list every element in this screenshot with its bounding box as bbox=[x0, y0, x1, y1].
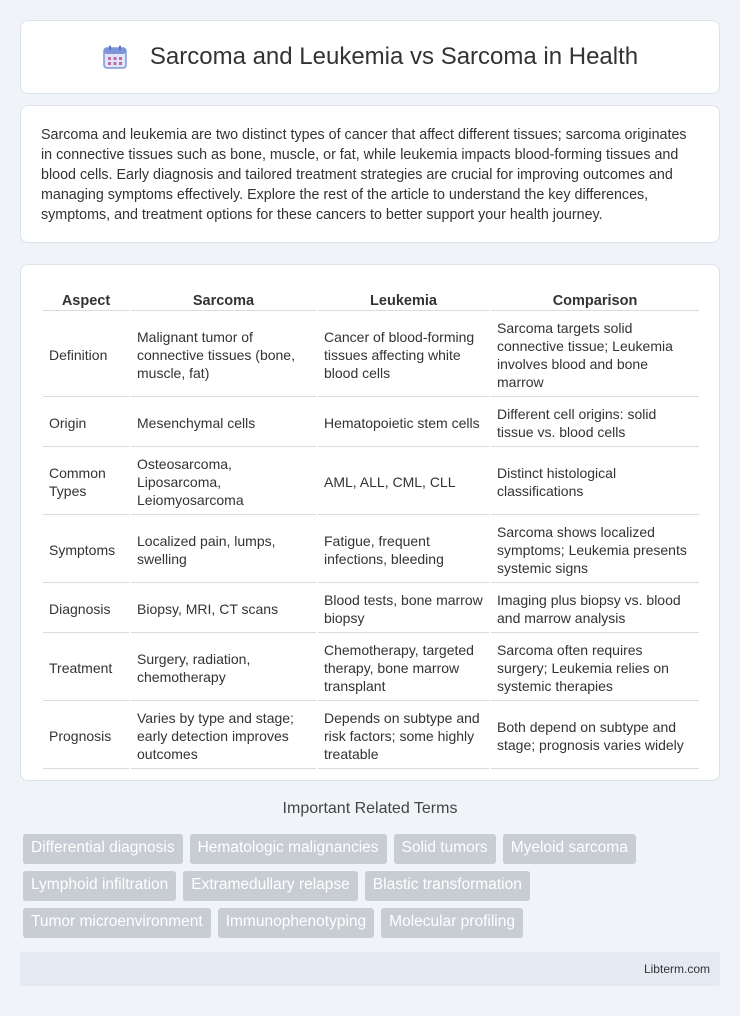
related-term-tag[interactable]: Extramedullary relapse bbox=[183, 871, 358, 901]
table-cell: Sarcoma targets solid connective tissue; Leukemia involves blood and bone marrow bbox=[491, 313, 699, 397]
header-card bbox=[20, 20, 720, 94]
related-term-tag[interactable]: Immunophenotyping bbox=[218, 908, 374, 938]
table-cell: Malignant tumor of connective tissues (bone, muscle, fat) bbox=[131, 313, 316, 397]
table-cell: Sarcoma shows localized symptoms; Leukemia presents systemic signs bbox=[491, 517, 699, 583]
table-row bbox=[43, 635, 699, 701]
related-term-tag[interactable]: Blastic transformation bbox=[365, 871, 530, 901]
table-cell: Varies by type and stage; early detection improves outcomes bbox=[131, 703, 316, 769]
intro-card bbox=[20, 105, 720, 243]
footer-brand-link[interactable]: Libterm.com bbox=[643, 962, 710, 976]
table-cell: Cancer of blood-forming tissues affecting white blood cells bbox=[318, 313, 489, 397]
table-cell: Chemotherapy, targeted therapy, bone marrow transplant bbox=[318, 635, 489, 701]
table-cell: Osteosarcoma, Liposarcoma, Leiomyosarcoma bbox=[131, 449, 316, 515]
table-cell: Both depend on subtype and stage; prognosis varies widely bbox=[491, 703, 699, 769]
table-cell: Prognosis bbox=[43, 703, 129, 769]
related-term-tag[interactable]: Molecular profiling bbox=[381, 908, 523, 938]
table-cell: Surgery, radiation, chemotherapy bbox=[131, 635, 316, 701]
table-cell: Biopsy, MRI, CT scans bbox=[131, 585, 316, 633]
table-row bbox=[43, 585, 699, 633]
related-term-tag[interactable]: Tumor microenvironment bbox=[23, 908, 211, 938]
related-term-tag[interactable]: Lymphoid infiltration bbox=[23, 871, 176, 901]
table-cell: Hematopoietic stem cells bbox=[318, 399, 489, 447]
page-title: Sarcoma and Leukemia vs Sarcoma in Health bbox=[149, 43, 639, 70]
table-cell: Definition bbox=[43, 313, 129, 397]
table-row bbox=[43, 517, 699, 583]
comparison-table bbox=[41, 283, 701, 771]
table-cell: Distinct histological classifications bbox=[491, 449, 699, 515]
header-leukemia: Leukemia bbox=[318, 285, 489, 311]
table-cell: Sarcoma often requires surgery; Leukemia relies on systemic therapies bbox=[491, 635, 699, 701]
calendar-icon bbox=[102, 44, 128, 70]
table-header-row bbox=[43, 285, 699, 311]
table-cell: Symptoms bbox=[43, 517, 129, 583]
table-cell: Diagnosis bbox=[43, 585, 129, 633]
header-sarcoma: Sarcoma bbox=[131, 285, 316, 311]
related-terms-title: Important Related Terms bbox=[282, 800, 458, 817]
table-cell: Origin bbox=[43, 399, 129, 447]
table-cell: AML, ALL, CML, CLL bbox=[318, 449, 489, 515]
table-cell: Depends on subtype and risk factors; some highly treatable bbox=[318, 703, 489, 769]
table-cell: Imaging plus biopsy vs. blood and marrow analysis bbox=[491, 585, 699, 633]
table-row bbox=[43, 449, 699, 515]
table-cell: Treatment bbox=[43, 635, 129, 701]
related-term-tag[interactable]: Differential diagnosis bbox=[23, 834, 183, 864]
related-term-tag[interactable]: Hematologic malignancies bbox=[190, 834, 387, 864]
table-row bbox=[43, 399, 699, 447]
header-comparison: Comparison bbox=[491, 285, 699, 311]
table-cell: Different cell origins: solid tissue vs. blood cells bbox=[491, 399, 699, 447]
table-cell: Fatigue, frequent infections, bleeding bbox=[318, 517, 489, 583]
related-term-tag[interactable]: Solid tumors bbox=[394, 834, 496, 864]
intro-text: Sarcoma and leukemia are two distinct types of cancer that affect different tissues; sarcoma originates in connective tissues such as bone, muscle, or fat, while leukemia impacts blood-forming tissues and blood cells. Early diagnosis and tailored treatment strategies are crucial for improving outcomes and managing symptoms effectively. Explore the rest of the article to understand the key differences, symptoms, and treatment options for these cancers to better support your health journey. bbox=[41, 127, 687, 223]
related-term-tag[interactable]: Myeloid sarcoma bbox=[503, 834, 636, 864]
table-cell: Blood tests, bone marrow biopsy bbox=[318, 585, 489, 633]
table-row bbox=[43, 703, 699, 769]
header-aspect: Aspect bbox=[43, 285, 129, 311]
table-cell: Mesenchymal cells bbox=[131, 399, 316, 447]
table-row bbox=[43, 313, 699, 397]
comparison-table-card bbox=[20, 264, 720, 781]
related-terms-list bbox=[23, 834, 723, 938]
table-cell: Localized pain, lumps, swelling bbox=[131, 517, 316, 583]
footer bbox=[20, 952, 720, 986]
table-cell: Common Types bbox=[43, 449, 129, 515]
